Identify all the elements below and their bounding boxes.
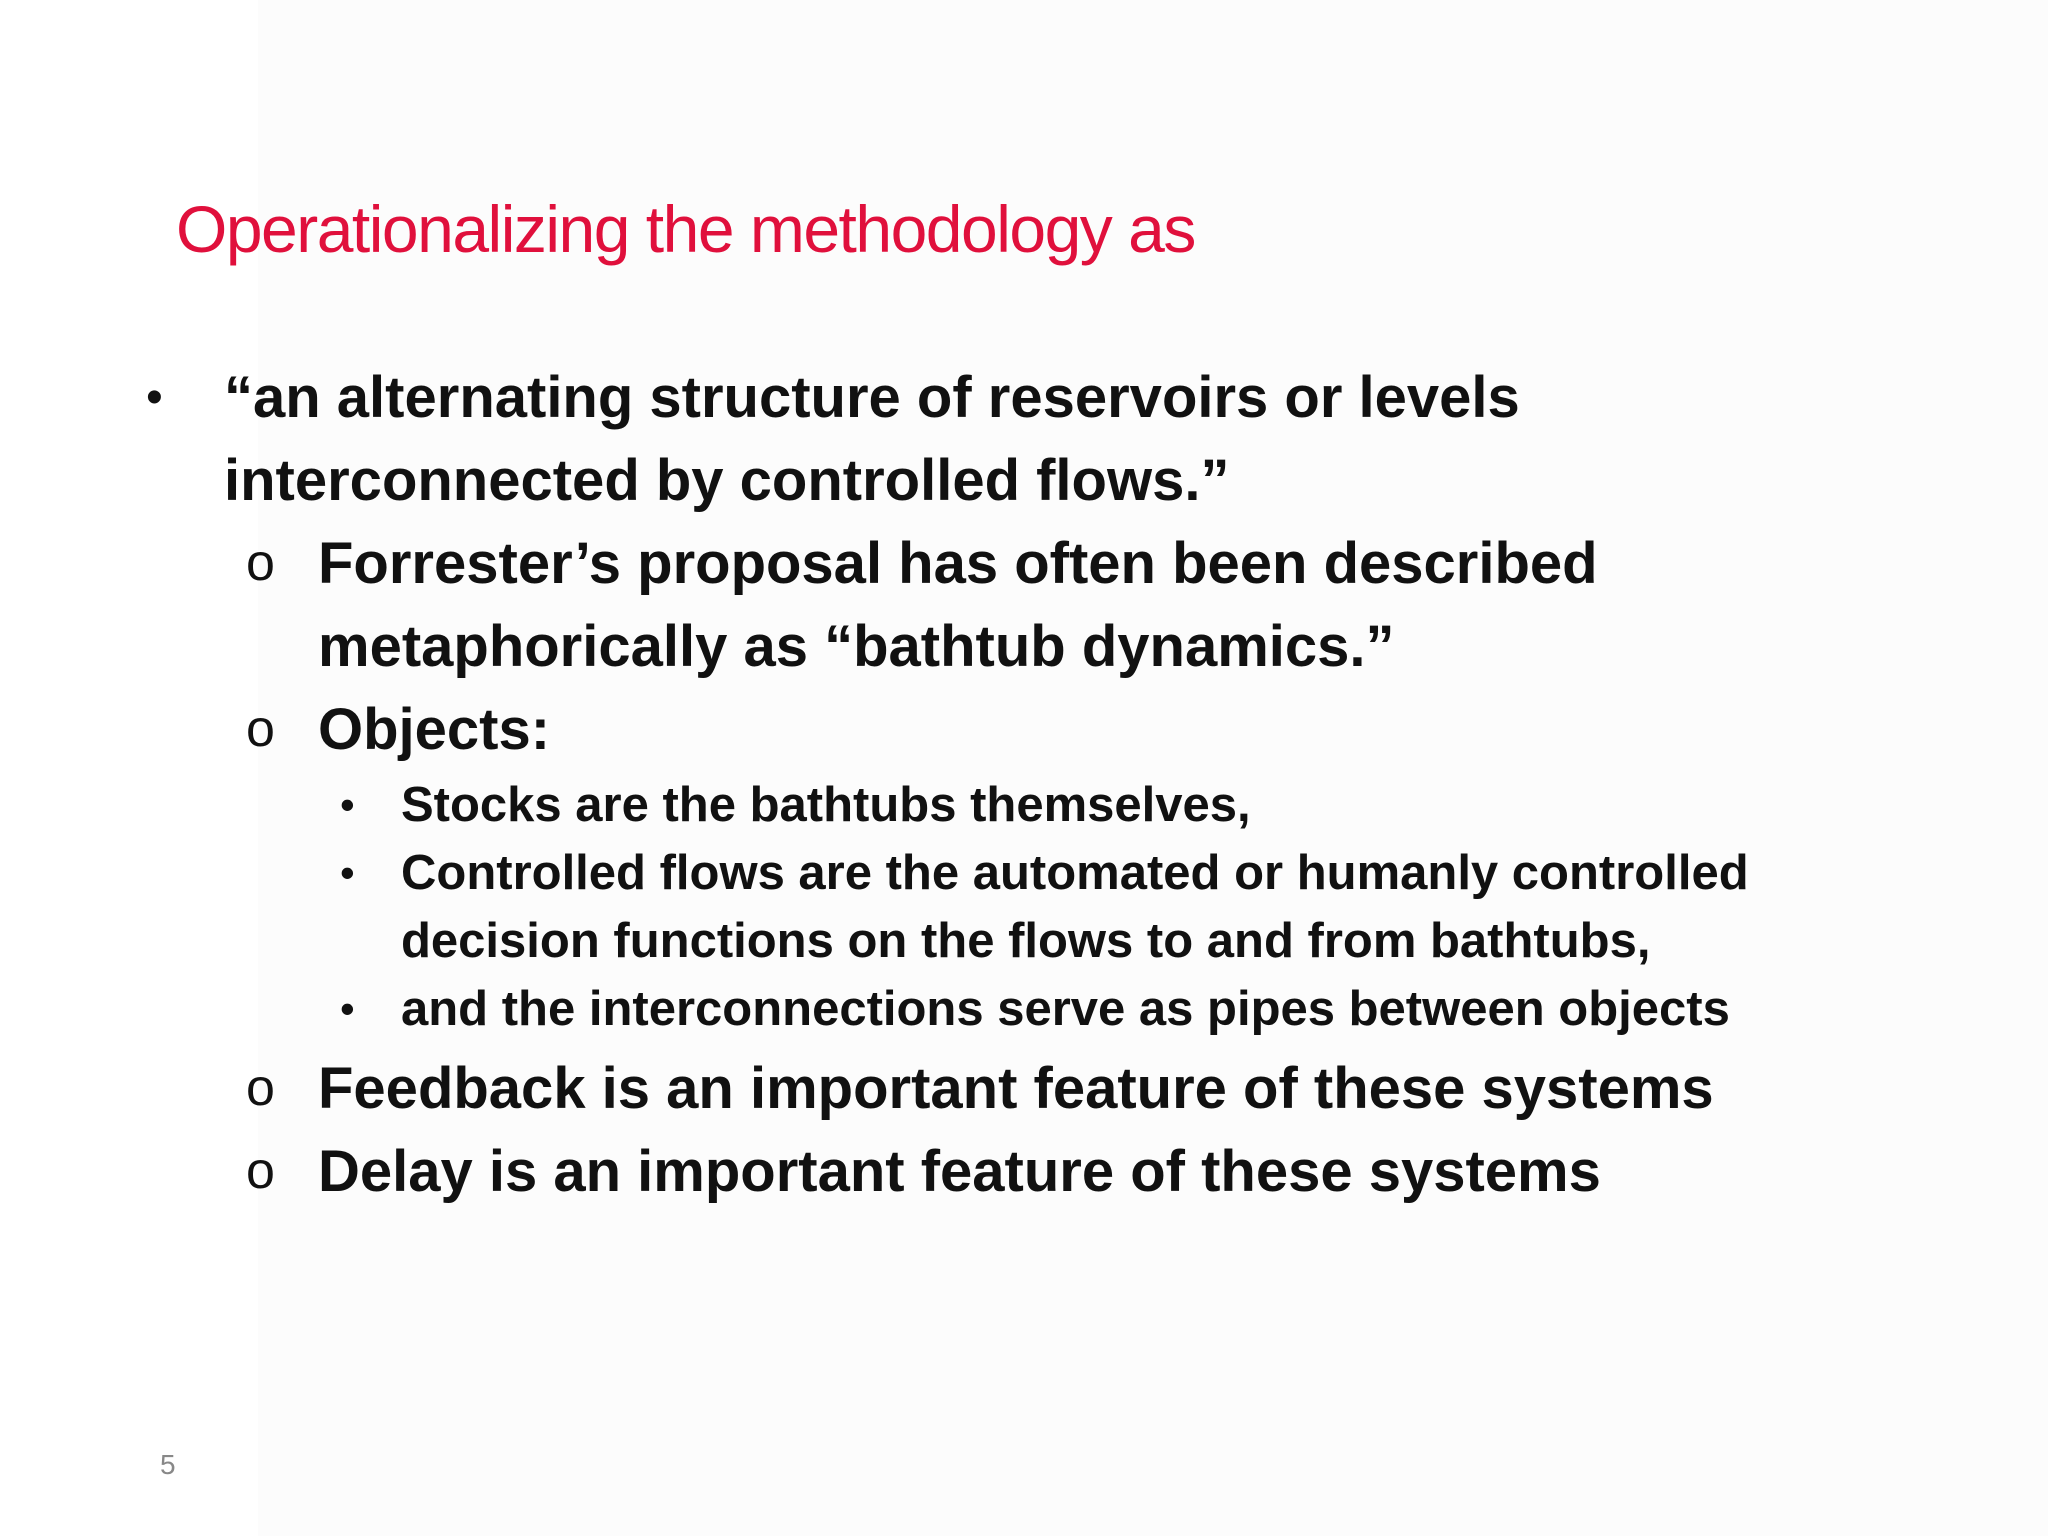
sub-sub-bullet-item — [140, 839, 1980, 975]
sub-bullet-marker: o — [246, 1142, 275, 1200]
page-number: 5 — [160, 1449, 176, 1480]
sub-sub-bullet-marker: • — [340, 849, 355, 896]
sub-sub-bullet-marker: • — [340, 781, 355, 828]
bullet-line: interconnected by controlled flows.” — [224, 448, 1230, 513]
sub-bullet-item — [140, 522, 1980, 688]
sub-bullet-line: metaphorically as “bathtub dynamics.” — [318, 614, 1395, 679]
sub-bullet-marker: o — [246, 534, 275, 592]
sub-bullet-marker: o — [246, 1059, 275, 1117]
sub-sub-bullet-line: Stocks are the bathtubs themselves, — [401, 778, 1251, 832]
sub-sub-bullet-line: decision functions on the flows to and from bathtubs, — [401, 914, 1651, 968]
sub-sub-bullet-line: Controlled flows are the automated or humanly controlled — [401, 846, 1749, 900]
slide-body — [140, 356, 1980, 1213]
sub-sub-bullet-item — [140, 975, 1980, 1043]
sub-bullet-line: Forrester’s proposal has often been described — [318, 531, 1598, 596]
sub-sub-bullet-item — [140, 771, 1980, 839]
bullet-line: “an alternating structure of reservoirs or levels — [224, 365, 1520, 430]
sub-bullet-marker: o — [246, 700, 275, 758]
bullet-item — [140, 356, 1980, 522]
sub-bullet-item — [140, 688, 1980, 771]
sub-bullet-line: Delay is an important feature of these systems — [318, 1139, 1601, 1204]
sub-bullet-item — [140, 1047, 1980, 1130]
sub-sub-bullet-marker: • — [340, 985, 355, 1032]
sub-bullet-item — [140, 1130, 1980, 1213]
sub-bullet-line: Feedback is an important feature of these systems — [318, 1056, 1714, 1121]
bullet-marker: • — [146, 371, 163, 424]
slide-title: Operationalizing the methodology as — [176, 192, 1195, 266]
sub-bullet-line: Objects: — [318, 697, 551, 762]
sub-sub-bullet-line: and the interconnections serve as pipes between objects — [401, 982, 1730, 1036]
